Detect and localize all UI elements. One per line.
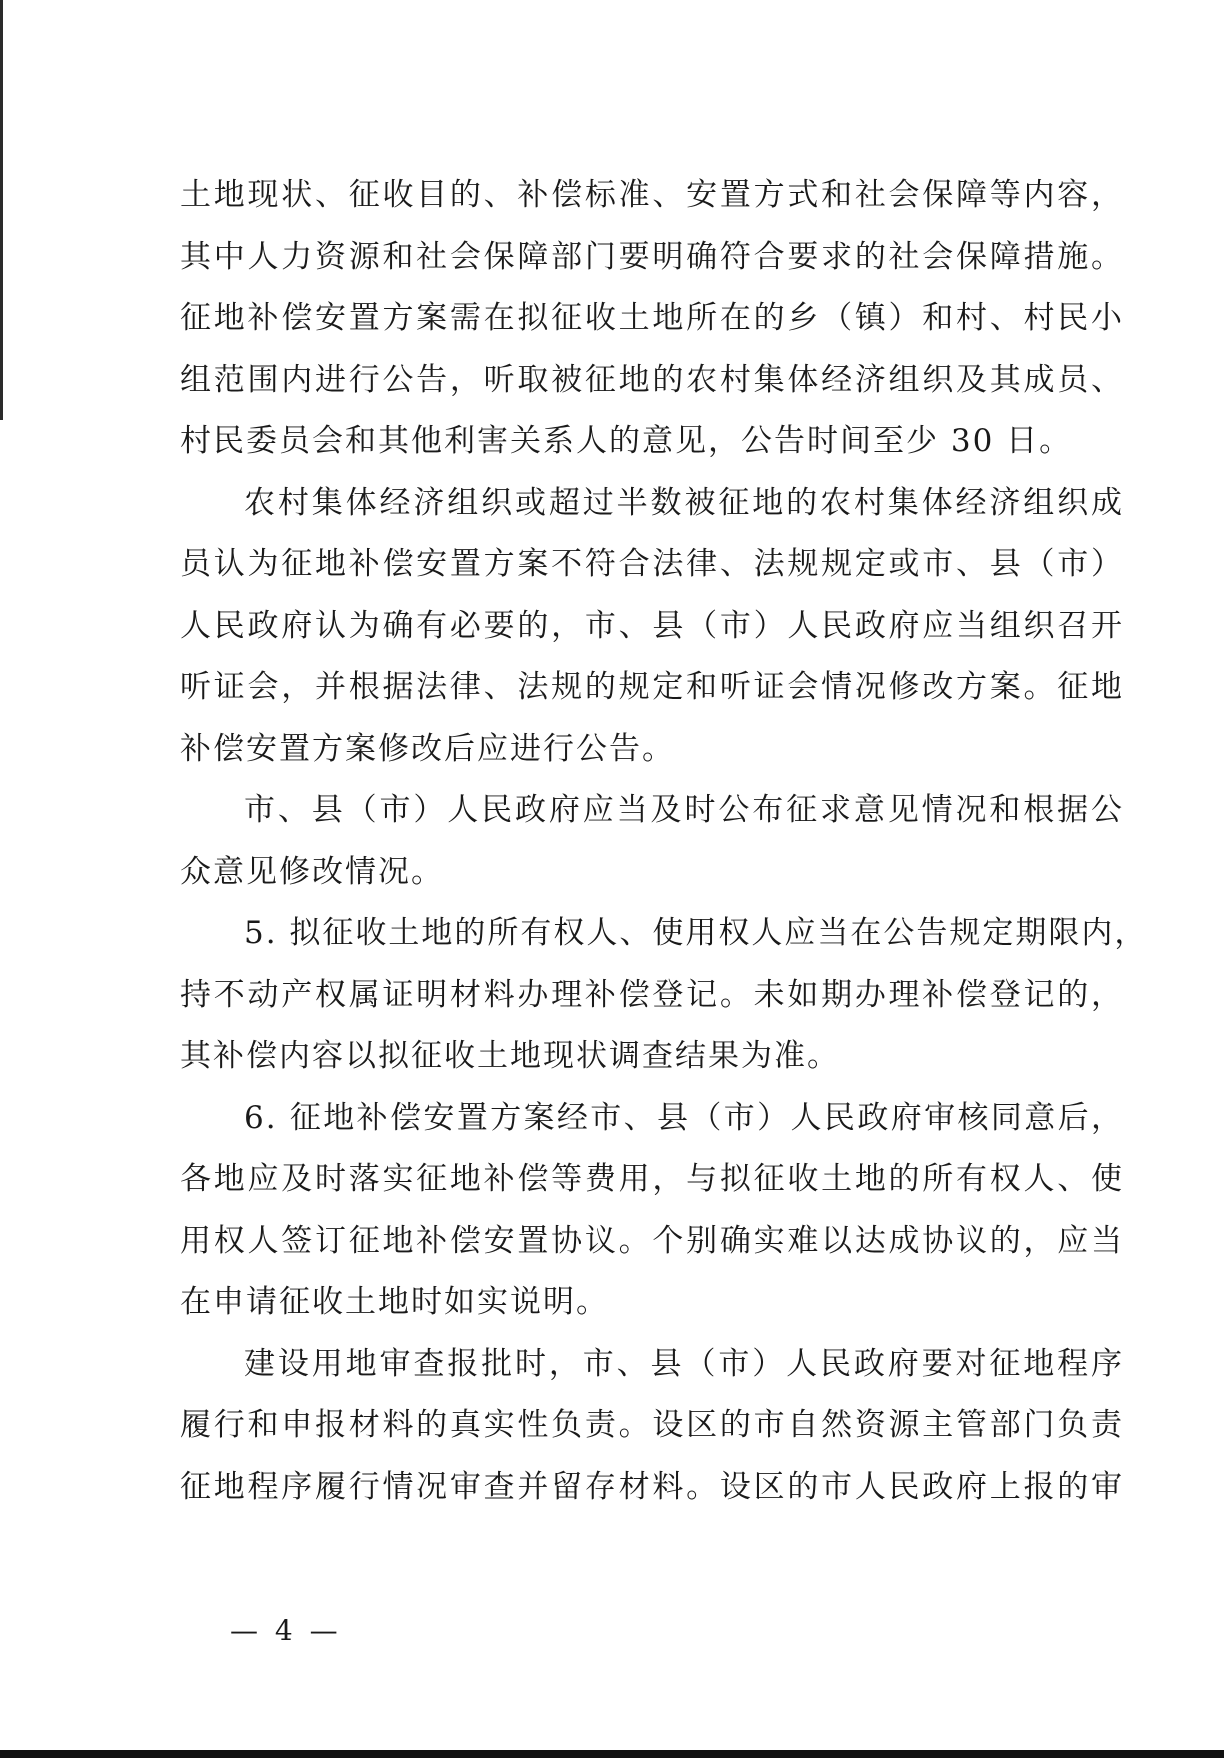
text-line: 建设用地审查报批时，市、县（市）人民政府要对征地程序	[244, 1345, 1124, 1382]
text-line: 征地程序履行情况审查并留存材料。设区的市人民政府上报的审	[180, 1468, 1124, 1505]
text-line: 征地补偿安置方案需在拟征收土地所在的乡（镇）和村、村民小	[180, 300, 1124, 336]
text-line: 土地现状、征收目的、补偿标准、安置方式和社会保障等内容，	[180, 177, 1124, 213]
text-line: 持不动产权属证明材料办理补偿登记。未如期办理补偿登记的，	[180, 976, 1124, 1013]
text-line: 听证会，并根据法律、法规的规定和听证会情况修改方案。征地	[180, 669, 1124, 705]
text-line: 农村集体经济组织或超过半数被征地的农村集体经济组织成	[244, 484, 1124, 521]
text-line: 组范围内进行公告，听取被征地的农村集体经济组织及其成员、	[180, 361, 1124, 398]
text-line: 其补偿内容以拟征收土地现状调查结果为准。	[180, 1038, 840, 1074]
text-line: 众意见修改情况。	[180, 853, 444, 890]
text-line: 村民委员会和其他利害关系人的意见，公告时间至少 30 日。	[180, 423, 1073, 459]
text-line: 员认为征地补偿安置方案不符合法律、法规规定或市、县（市）	[180, 546, 1124, 582]
text-line: 各地应及时落实征地补偿等费用，与拟征收土地的所有权人、使	[180, 1161, 1124, 1197]
scan-edge-bottom	[0, 1750, 1224, 1758]
document-body	[180, 165, 1148, 1518]
text-line: 6. 征地补偿安置方案经市、县（市）人民政府审核同意后，	[244, 1099, 1124, 1136]
text-line: 在申请征收土地时如实说明。	[180, 1284, 609, 1320]
scan-edge-left	[0, 0, 3, 420]
text-line: 人民政府认为确有必要的，市、县（市）人民政府应当组织召开	[180, 607, 1124, 644]
text-line: 补偿安置方案修改后应进行公告。	[180, 730, 675, 767]
text-line: 履行和申报材料的真实性负责。设区的市自然资源主管部门负责	[180, 1407, 1124, 1443]
text-line: 市、县（市）人民政府应当及时公布征求意见情况和根据公	[244, 792, 1124, 828]
text-line: 5. 拟征收土地的所有权人、使用权人应当在公告规定期限内，	[244, 915, 1148, 951]
page-number: — 4 —	[230, 1614, 342, 1647]
text-line: 用权人签订征地补偿安置协议。个别确实难以达成协议的，应当	[180, 1222, 1124, 1259]
text-line: 其中人力资源和社会保障部门要明确符合要求的社会保障措施。	[180, 238, 1124, 275]
